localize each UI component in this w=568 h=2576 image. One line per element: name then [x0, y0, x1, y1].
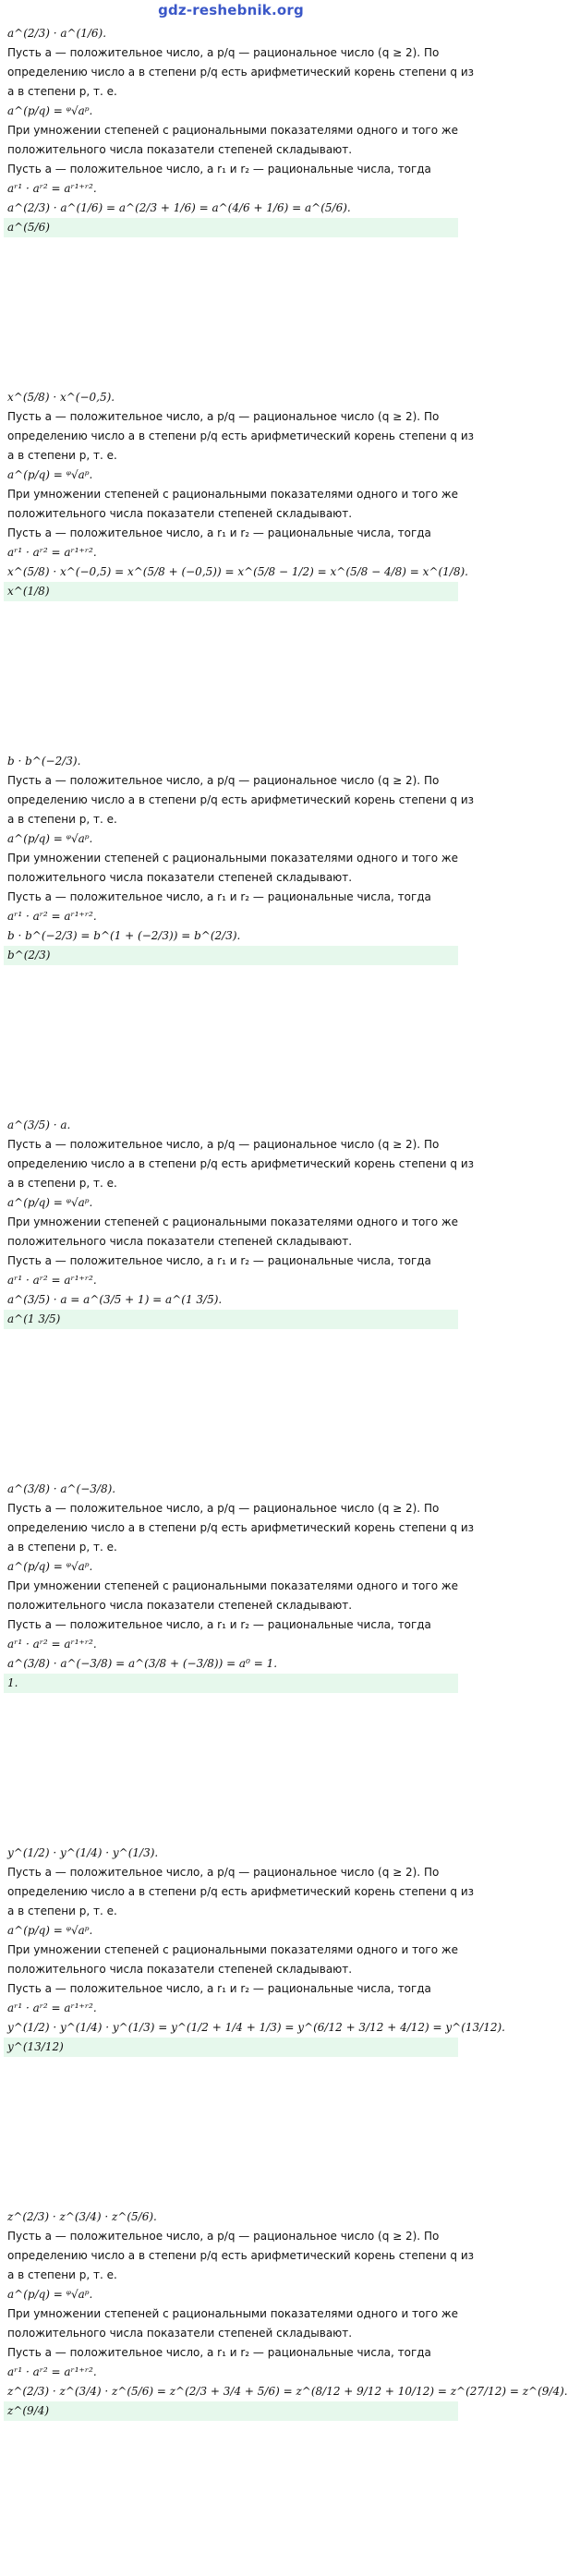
root-formula: a^(p/q) = ᵠ√aᵖ.	[7, 832, 93, 845]
multiplication-rule-line-2: положительного числа показатели степеней складывают.	[7, 871, 353, 884]
rational-rule: Пусть a — положительное число, а r₁ и r₂ — рациональные числа, тогда	[7, 1254, 431, 1267]
multiplication-rule-line-2: положительного числа показатели степеней складывают.	[7, 2327, 353, 2340]
multiplication-rule-line-2: положительного числа показатели степеней складывают.	[7, 1235, 353, 1248]
rational-rule: Пусть a — положительное число, а r₁ и r₂ — рациональные числа, тогда	[7, 163, 431, 175]
problem-answer: 1.	[4, 1674, 458, 1693]
content	[0, 24, 568, 2571]
problem-answer: a^(5/6)	[4, 218, 458, 237]
multiplication-rule-line-1: При умножении степеней с рациональными показателями одного и того же	[7, 852, 459, 865]
problem-solution: b · b^(−2/3) = b^(1 + (−2/3)) = b^(2/3).	[7, 929, 241, 942]
problem-task: a^(3/5) · a.	[7, 1119, 71, 1131]
spacer	[4, 601, 458, 607]
problem-answer: z^(9/4)	[4, 2401, 458, 2421]
definition-line-2: определению число a в степени p/q есть арифметический корень степени q из	[7, 1521, 475, 1534]
power-product-formula: aʳ¹ · aʳ² = aʳ¹⁺ʳ².	[7, 1274, 97, 1287]
root-formula: a^(p/q) = ᵠ√aᵖ.	[7, 1560, 93, 1573]
problem-solution: y^(1/2) · y^(1/4) · y^(1/3) = y^(1/2 + 1/4 + 1/3) = y^(6/12 + 3/12 + 4/12) = y^(13/12).	[7, 2021, 505, 2034]
multiplication-rule-line-1: При умножении степеней с рациональными показателями одного и того же	[7, 1215, 459, 1228]
rational-rule: Пусть a — положительное число, а r₁ и r₂ — рациональные числа, тогда	[7, 1982, 431, 1995]
power-product-formula: aʳ¹ · aʳ² = aʳ¹⁺ʳ².	[7, 2002, 97, 2014]
multiplication-rule-line-1: При умножении степеней с рациональными показателями одного и того же	[7, 124, 459, 137]
problem-answer: x^(1/8)	[4, 582, 458, 601]
definition-line-3: a в степени p, т. е.	[7, 1905, 117, 1917]
spacer	[4, 1693, 458, 1699]
problem-block	[0, 752, 475, 1116]
problem-block	[0, 24, 475, 388]
problem-block	[0, 388, 475, 752]
definition-line-1: Пусть a — положительное число, а p/q — рациональное число (q ≥ 2). По	[7, 1502, 440, 1515]
definition-line-3: a в степени p, т. е.	[7, 1541, 117, 1554]
root-formula: a^(p/q) = ᵠ√aᵖ.	[7, 1196, 93, 1209]
spacer	[4, 2057, 458, 2062]
spacer	[4, 1329, 458, 1335]
problem-block	[0, 2207, 568, 2571]
rational-rule: Пусть a — положительное число, а r₁ и r₂ — рациональные числа, тогда	[7, 1618, 431, 1631]
definition-line-1: Пусть a — положительное число, а p/q — рациональное число (q ≥ 2). По	[7, 1866, 440, 1879]
problem-block	[0, 1844, 505, 2207]
problem-block	[0, 1116, 475, 1480]
site-brand[interactable]: gdz-reshebnik.org	[158, 2, 304, 18]
multiplication-rule-line-1: При умножении степеней с рациональными показателями одного и того же	[7, 2307, 459, 2320]
definition-line-3: a в степени p, т. е.	[7, 1177, 117, 1190]
rational-rule: Пусть a — положительное число, а r₁ и r₂ — рациональные числа, тогда	[7, 2346, 431, 2359]
definition-line-3: a в степени p, т. е.	[7, 449, 117, 462]
multiplication-rule-line-1: При умножении степеней с рациональными показателями одного и того же	[7, 488, 459, 501]
power-product-formula: aʳ¹ · aʳ² = aʳ¹⁺ʳ².	[7, 182, 97, 195]
definition-line-3: a в степени p, т. е.	[7, 813, 117, 826]
definition-line-3: a в степени p, т. е.	[7, 2268, 117, 2281]
problem-solution: a^(2/3) · a^(1/6) = a^(2/3 + 1/6) = a^(4/6 + 1/6) = a^(5/6).	[7, 201, 351, 214]
rational-rule: Пусть a — положительное число, а r₁ и r₂ — рациональные числа, тогда	[7, 526, 431, 539]
definition-line-1: Пусть a — положительное число, а p/q — рациональное число (q ≥ 2). По	[7, 2230, 440, 2243]
definition-line-2: определению число a в степени p/q есть арифметический корень степени q из	[7, 66, 475, 79]
problem-task: z^(2/3) · z^(3/4) · z^(5/6).	[7, 2210, 157, 2223]
definition-line-1: Пусть a — положительное число, а p/q — рациональное число (q ≥ 2). По	[7, 1138, 440, 1151]
definition-line-1: Пусть a — положительное число, а p/q — рациональное число (q ≥ 2). По	[7, 46, 440, 59]
problem-solution: x^(5/8) · x^(−0,5) = x^(5/8 + (−0,5)) = x^(5/8 − 1/2) = x^(5/8 − 4/8) = x^(1/8).	[7, 565, 468, 578]
power-product-formula: aʳ¹ · aʳ² = aʳ¹⁺ʳ².	[7, 2365, 97, 2378]
root-formula: a^(p/q) = ᵠ√aᵖ.	[7, 1924, 93, 1937]
multiplication-rule-line-2: положительного числа показатели степеней складывают.	[7, 1599, 353, 1612]
multiplication-rule-line-2: положительного числа показатели степеней складывают.	[7, 1963, 353, 1976]
definition-line-2: определению число a в степени p/q есть арифметический корень степени q из	[7, 1157, 475, 1170]
definition-line-2: определению число a в степени p/q есть арифметический корень степени q из	[7, 793, 475, 806]
problem-task: a^(3/8) · a^(−3/8).	[7, 1482, 116, 1495]
multiplication-rule-line-1: При умножении степеней с рациональными показателями одного и того же	[7, 1943, 459, 1956]
problem-solution: z^(2/3) · z^(3/4) · z^(5/6) = z^(2/3 + 3/4 + 5/6) = z^(8/12 + 9/12 + 10/12) = z^(27/12) = z^(9/4).	[7, 2385, 568, 2398]
problem-task: b · b^(−2/3).	[7, 755, 81, 768]
power-product-formula: aʳ¹ · aʳ² = aʳ¹⁺ʳ².	[7, 546, 97, 559]
power-product-formula: aʳ¹ · aʳ² = aʳ¹⁺ʳ².	[7, 1638, 97, 1651]
problem-answer: b^(2/3)	[4, 946, 458, 965]
root-formula: a^(p/q) = ᵠ√aᵖ.	[7, 2288, 93, 2301]
definition-line-1: Пусть a — положительное число, а p/q — рациональное число (q ≥ 2). По	[7, 410, 440, 423]
problem-answer: a^(1 3/5)	[4, 1310, 458, 1329]
spacer	[4, 2421, 458, 2426]
definition-line-1: Пусть a — положительное число, а p/q — рациональное число (q ≥ 2). По	[7, 774, 440, 787]
problem-block	[0, 1480, 475, 1844]
definition-line-2: определению число a в степени p/q есть арифметический корень степени q из	[7, 2249, 475, 2262]
problem-solution: a^(3/8) · a^(−3/8) = a^(3/8 + (−3/8)) = a⁰ = 1.	[7, 1657, 278, 1670]
multiplication-rule-line-1: При умножении степеней с рациональными показателями одного и того же	[7, 1579, 459, 1592]
rational-rule: Пусть a — положительное число, а r₁ и r₂ — рациональные числа, тогда	[7, 890, 431, 903]
multiplication-rule-line-2: положительного числа показатели степеней складывают.	[7, 507, 353, 520]
root-formula: a^(p/q) = ᵠ√aᵖ.	[7, 468, 93, 481]
spacer	[4, 237, 458, 243]
definition-line-2: определению число a в степени p/q есть арифметический корень степени q из	[7, 1885, 475, 1898]
problem-solution: a^(3/5) · a = a^(3/5 + 1) = a^(1 3/5).	[7, 1293, 223, 1306]
problem-task: y^(1/2) · y^(1/4) · y^(1/3).	[7, 1846, 159, 1859]
power-product-formula: aʳ¹ · aʳ² = aʳ¹⁺ʳ².	[7, 910, 97, 923]
definition-line-3: a в степени p, т. е.	[7, 85, 117, 98]
problem-task: a^(2/3) · a^(1/6).	[7, 27, 107, 40]
problem-answer: y^(13/12)	[4, 2038, 458, 2057]
definition-line-2: определению число a в степени p/q есть арифметический корень степени q из	[7, 429, 475, 442]
root-formula: a^(p/q) = ᵠ√aᵖ.	[7, 104, 93, 117]
spacer	[4, 965, 458, 971]
problem-task: x^(5/8) · x^(−0,5).	[7, 391, 115, 404]
multiplication-rule-line-2: положительного числа показатели степеней складывают.	[7, 143, 353, 156]
